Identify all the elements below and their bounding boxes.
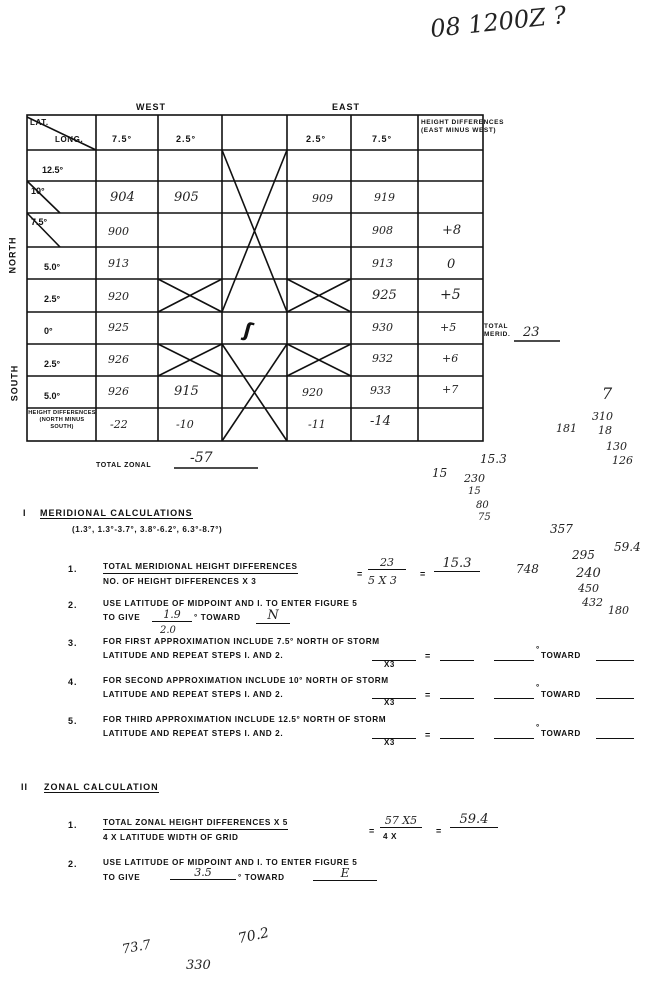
cell-r4-diff: +5 xyxy=(440,287,461,303)
row-lat-4: 2.5° xyxy=(44,294,61,304)
cell-r7-e25: 920 xyxy=(302,386,323,399)
m-step4-line1: FOR SECOND APPROXIMATION INCLUDE 10° NORTH OF STORM xyxy=(103,676,389,685)
m-step5-blank2 xyxy=(494,738,534,739)
col-e75: 7.5° xyxy=(372,134,393,144)
m-step4-toward: TOWARD xyxy=(541,690,581,699)
cell-r4-w75: 920 xyxy=(108,290,129,303)
scratch-b6: 75 xyxy=(478,512,491,523)
cell-r3-diff: 0 xyxy=(447,257,456,272)
cell-r2-w75: 900 xyxy=(108,225,129,238)
scratch-b3: 230 xyxy=(464,472,485,485)
bottom-w75: -22 xyxy=(110,418,128,431)
storm-symbol: ʃ xyxy=(241,317,256,343)
col-w75: 7.5° xyxy=(112,134,133,144)
z-step1-numerator: TOTAL ZONAL HEIGHT DIFFERENCES X 5 xyxy=(103,819,288,830)
scratch-c3: 295 xyxy=(572,548,595,562)
corner-long: LONG. xyxy=(55,135,84,144)
z-step2-num: 2. xyxy=(68,859,78,869)
m-step2-sub: 2.0 xyxy=(160,625,176,636)
cell-r6-e75: 932 xyxy=(372,352,393,365)
m-step2-line1: USE LATITUDE OF MIDPOINT AND I. TO ENTER FIGURE 5 xyxy=(103,599,358,608)
cell-r6-diff: +6 xyxy=(442,352,459,365)
south-label: SOUTH xyxy=(9,364,20,402)
m-step1-eq2: = xyxy=(420,569,427,579)
cell-r6-w75: 926 xyxy=(108,353,129,366)
m-step2-dir: N xyxy=(256,608,290,624)
scratch-a6: 126 xyxy=(612,454,633,467)
cell-r5-e75: 930 xyxy=(372,321,393,334)
total-merid-value: 23 xyxy=(523,325,540,340)
z-step1-num: 1. xyxy=(68,820,78,830)
m-step4-x3: X3 xyxy=(384,698,395,707)
m-step2-num: 2. xyxy=(68,600,78,610)
scratch-d1: 73.7 xyxy=(120,937,153,958)
scratch-b2: 15 xyxy=(432,466,448,480)
scratch-c5: 450 xyxy=(578,582,599,595)
row-lat-6: 2.5° xyxy=(44,359,61,369)
row-lat-1: 10° xyxy=(31,186,45,196)
m-step5-blank1 xyxy=(440,738,474,739)
m-step3-x3: X3 xyxy=(384,660,395,669)
m-step5-deg: ° xyxy=(536,723,540,732)
scratch-a2: 181 xyxy=(556,422,577,435)
m-step1-frac-den: 5 X 3 xyxy=(368,574,397,587)
m-step1-denominator: NO. OF HEIGHT DIFFERENCES X 3 xyxy=(103,577,257,586)
cell-r3-e75: 913 xyxy=(372,257,393,270)
m-step5-blank3 xyxy=(596,738,634,739)
meridional-heading: MERIDIONAL CALCULATIONS xyxy=(40,508,193,518)
col-e25: 2.5° xyxy=(306,134,327,144)
m-step2-give: TO GIVE xyxy=(103,613,141,622)
total-zonal-label: TOTAL ZONAL xyxy=(96,462,152,469)
bottom-row-label: HEIGHT DIFFERENCES (NORTH MINUS SOUTH) xyxy=(28,410,96,431)
zonal-numeral: II xyxy=(21,782,29,792)
scratch-a4: 18 xyxy=(598,424,612,437)
m-step1-frac-num: 23 xyxy=(368,556,406,570)
east-label: EAST xyxy=(332,102,361,112)
row-lat-7: 5.0° xyxy=(44,391,61,401)
z-step2-line1: USE LATITUDE OF MIDPOINT AND I. TO ENTER FIGURE 5 xyxy=(103,858,358,867)
m-step5-eq: = xyxy=(425,730,432,740)
cell-r7-w75: 926 xyxy=(108,385,129,398)
m-step4-deg: ° xyxy=(536,683,540,692)
z-step2-toward: ° TOWARD xyxy=(238,873,285,882)
meridional-ranges: (1.3°, 1.3°-3.7°, 3.8°-6.2°, 6.3°-8.7°) xyxy=(72,525,223,534)
row-lat-2: 7.5° xyxy=(31,217,48,227)
m-step4-blank1 xyxy=(440,698,474,699)
cell-r1-e25: 909 xyxy=(312,192,333,205)
cell-r7-diff: +7 xyxy=(442,383,459,396)
m-step5-line2: LATITUDE AND REPEAT STEPS I. AND 2. xyxy=(103,729,284,738)
m-step4-eq: = xyxy=(425,690,432,700)
scratch-c4: 240 xyxy=(576,566,601,581)
meridional-numeral: I xyxy=(23,508,27,518)
scratch-c8: 59.4 xyxy=(614,540,641,554)
m-step3-line2: LATITUDE AND REPEAT STEPS I. AND 2. xyxy=(103,651,284,660)
m-step3-blank3 xyxy=(596,660,634,661)
scratch-d2: 330 xyxy=(186,958,211,973)
bottom-e75: -14 xyxy=(370,414,391,429)
scratch-b5: 80 xyxy=(476,500,489,511)
m-step1-eq1: = xyxy=(357,569,364,579)
m-step3-blank2 xyxy=(494,660,534,661)
north-label: NORTH xyxy=(7,236,18,274)
m-step3-deg: ° xyxy=(536,645,540,654)
m-step4-blank3 xyxy=(596,698,634,699)
total-zonal-value: -57 xyxy=(190,450,213,466)
z-step2-dir: E xyxy=(313,866,377,881)
z-step2-value: 3.5 xyxy=(170,866,236,880)
m-step1-num: 1. xyxy=(68,564,78,574)
cell-r5-diff: +5 xyxy=(440,321,457,334)
m-step4-blank2 xyxy=(494,698,534,699)
scratch-b1: 15.3 xyxy=(480,452,507,466)
z-step1-frac-den: 4 X xyxy=(383,832,398,841)
m-step3-eq: = xyxy=(425,651,432,661)
height-diff-header: HEIGHT DIFFERENCES (EAST MINUS WEST) xyxy=(421,119,505,134)
row-lat-0: 12.5° xyxy=(42,165,64,175)
m-step3-blank1 xyxy=(440,660,474,661)
col-w25: 2.5° xyxy=(176,134,197,144)
header-note: 08 1200Z ? xyxy=(428,0,568,44)
scratch-d3: 70.2 xyxy=(236,924,271,948)
scratch-c7: 180 xyxy=(608,604,629,617)
cell-r2-e75: 908 xyxy=(372,224,393,237)
total-merid-label: TOTAL MERID. xyxy=(484,323,511,338)
m-step5-x3: X3 xyxy=(384,738,395,747)
m-step3-line1: FOR FIRST APPROXIMATION INCLUDE 7.5° NORTH OF STORM xyxy=(103,637,380,646)
cell-r1-w25: 905 xyxy=(174,190,199,205)
cell-r1-w75: 904 xyxy=(110,190,135,205)
m-step1-numerator: TOTAL MERIDIONAL HEIGHT DIFFERENCES xyxy=(103,563,298,574)
z-step1-result: 59.4 xyxy=(450,812,498,828)
scratch-a5: 130 xyxy=(606,440,627,453)
bottom-e25: -11 xyxy=(308,418,326,431)
z-step1-frac-num: 57 X5 xyxy=(380,814,422,828)
cell-r2-diff: +8 xyxy=(442,223,462,238)
m-step5-toward: TOWARD xyxy=(541,729,581,738)
m-step2-value: 1.9 xyxy=(152,608,192,622)
cell-r4-e75: 925 xyxy=(372,288,397,303)
m-step2-toward: ° TOWARD xyxy=(194,613,241,622)
row-lat-3: 5.0° xyxy=(44,262,61,272)
m-step1-result: 15.3 xyxy=(434,556,480,572)
m-step3-toward: TOWARD xyxy=(541,651,581,660)
cell-r3-w75: 913 xyxy=(108,257,129,270)
m-step3-num: 3. xyxy=(68,638,78,648)
cell-r1-e75: 919 xyxy=(374,191,395,204)
scratch-c6: 432 xyxy=(582,596,603,609)
corner-lat: LAT. xyxy=(30,118,49,127)
scratch-c1: 357 xyxy=(550,522,573,536)
scratch-c2: 748 xyxy=(516,562,539,576)
row-lat-5: 0° xyxy=(44,326,53,336)
m-step4-num: 4. xyxy=(68,677,78,687)
z-step2-give: TO GIVE xyxy=(103,873,141,882)
m-step5-line1: FOR THIRD APPROXIMATION INCLUDE 12.5° NORTH OF STORM xyxy=(103,715,387,724)
scratch-b4: 15 xyxy=(468,486,481,497)
zonal-heading: ZONAL CALCULATION xyxy=(44,782,159,792)
scratch-a3: 310 xyxy=(592,410,613,423)
cell-r7-w25: 915 xyxy=(174,384,199,399)
cell-r5-w75: 925 xyxy=(108,321,129,334)
scratch-a1: 7 xyxy=(602,384,613,403)
bottom-w25: -10 xyxy=(176,418,194,431)
west-label: WEST xyxy=(136,102,166,112)
m-step5-num: 5. xyxy=(68,716,78,726)
z-step1-denominator: 4 X LATITUDE WIDTH OF GRID xyxy=(103,833,239,842)
z-step1-eq1: = xyxy=(369,826,376,836)
m-step4-line2: LATITUDE AND REPEAT STEPS I. AND 2. xyxy=(103,690,284,699)
z-step1-eq2: = xyxy=(436,826,443,836)
cell-r7-e75: 933 xyxy=(370,384,391,397)
